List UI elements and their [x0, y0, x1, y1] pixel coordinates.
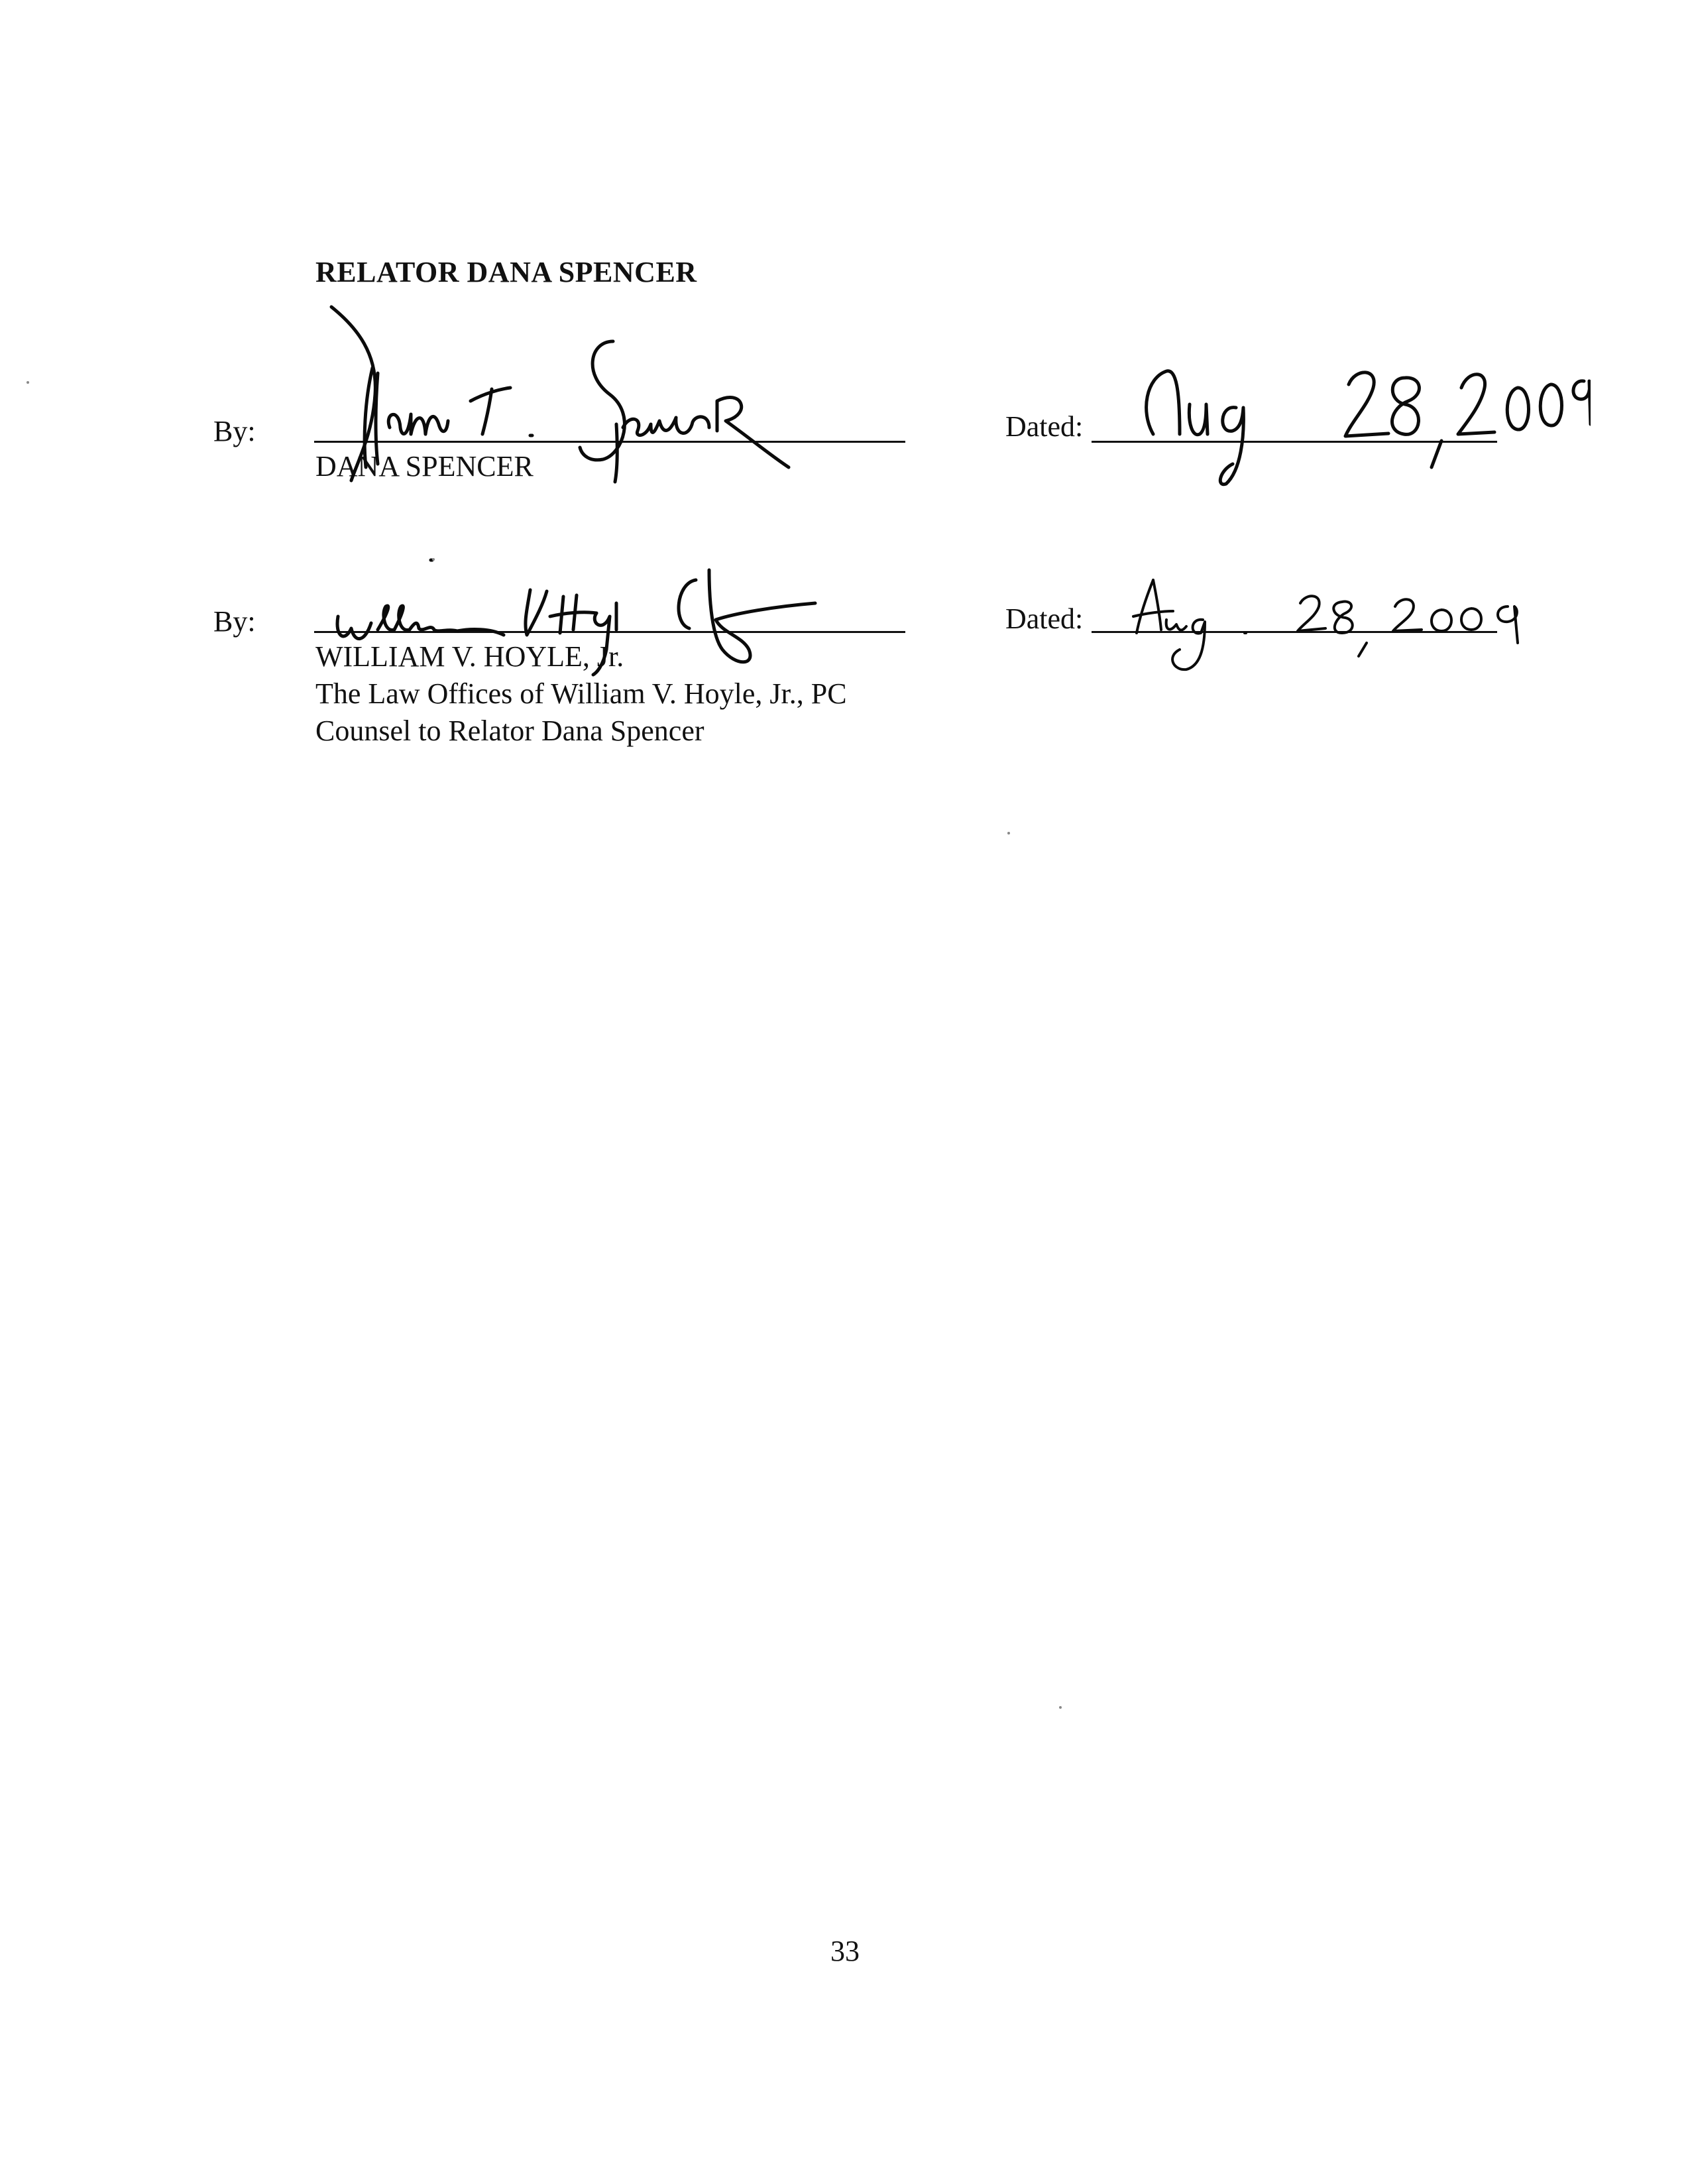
signer-name: WILLIAM V. HOYLE, Jr.	[315, 640, 624, 673]
dated-label: Dated:	[1005, 410, 1084, 443]
by-label: By:	[213, 605, 256, 638]
william-hoyle-signature	[325, 550, 881, 683]
page-number: 33	[830, 1935, 860, 1967]
scan-speck	[1059, 1706, 1062, 1709]
dana-spencer-date-handwriting	[1127, 351, 1591, 494]
scan-speck	[27, 381, 29, 384]
dana-spencer-signature	[311, 302, 815, 494]
signer-name: DANA SPENCER	[315, 450, 534, 483]
scan-speck	[432, 558, 435, 561]
scan-speck	[1007, 832, 1010, 834]
william-hoyle-date-handwriting	[1127, 570, 1564, 676]
signer-role: Counsel to Relator Dana Spencer	[315, 715, 704, 747]
by-label: By:	[213, 415, 256, 447]
dated-label: Dated:	[1005, 603, 1084, 635]
signer-affiliation: The Law Offices of William V. Hoyle, Jr., PC	[315, 677, 847, 710]
section-heading: RELATOR DANA SPENCER	[315, 256, 697, 288]
